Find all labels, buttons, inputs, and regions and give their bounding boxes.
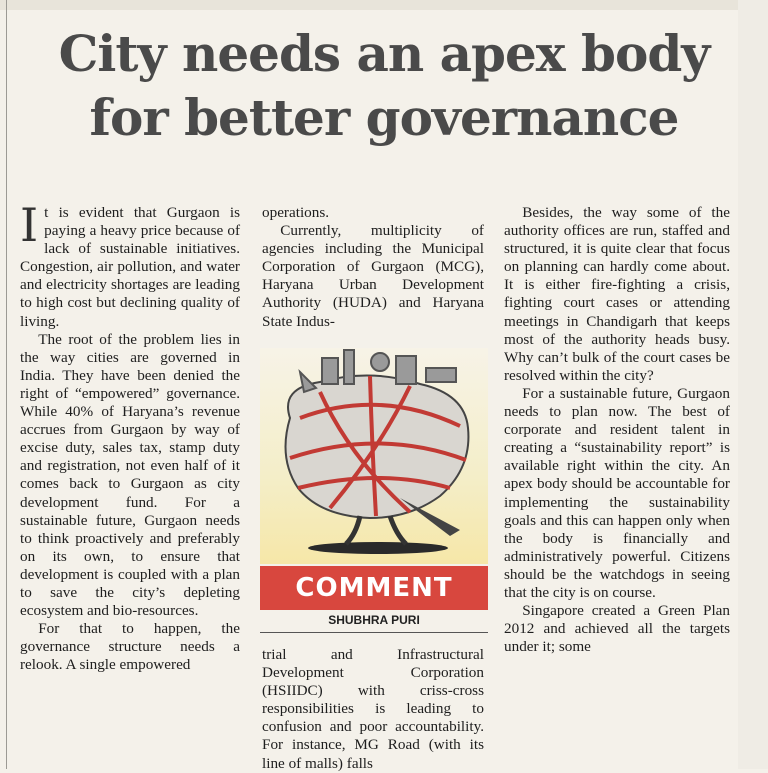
paragraph: Singapore created a Green Plan 2012 and achieved all the targets under it; some — [504, 602, 730, 656]
headline — [0, 22, 768, 150]
paragraph: For that to happen, the governance structure needs a relook. A single empowered — [20, 620, 240, 674]
cartoon-figure-carrying-tied-globe-icon — [260, 348, 488, 564]
paragraph: trial and Infrastructural Development Corporation (HSIIDC) with criss-cross responsibilities is leading to confusion and poor accountability. For instance, MG Road (with its line of malls) falls — [262, 646, 484, 772]
paragraph: For a sustainable future, Gurgaon needs to plan now. The best of corporate and resident talent in creating a “sustainability report” is available right within the city. An apex body should be accountable for implementing the sustainability goals and this can happen only when the body is financially and administratively powerful. Citizens should be the watchdogs in seeing that the city is on course. — [504, 384, 730, 601]
paragraph — [20, 198, 240, 331]
headline-line-1: City needs an apex body — [58, 24, 710, 83]
author-byline: SHUBHRA PURI — [328, 613, 420, 627]
paragraph: Currently, multiplicity of agencies including the Municipal Corporation of Gurgaon (MCG), Haryana Urban Development Authority (HUDA) and Haryana State Indus- — [262, 222, 484, 330]
article-column-3 — [504, 204, 730, 656]
headline-line-2: for better governance — [89, 88, 679, 147]
comment-banner: COMMENT — [260, 566, 488, 610]
comment-illustration — [260, 348, 488, 564]
article-column-1 — [20, 198, 240, 674]
paragraph: Besides, the way some of the authority offices are run, staffed and structured, it is quite clear that focus on planning can hardly come about. It is either fire-fighting a crisis, fighting court cases or attending meetings in Chandigarh that keeps most of the authority heads busy. Why can’t bulk of the court cases be resolved within the city? — [504, 204, 730, 384]
paragraph: operations. — [262, 204, 330, 221]
article-column-2-top — [262, 204, 484, 331]
paragraph-text: t is evident that Gurgaon is paying a heavy price because of lack of sustainable initiatives. Congestion, air pollution, and water and electricity shortages are leading to high cost but declining quality of living. — [20, 204, 240, 330]
drop-cap: I — [20, 198, 39, 252]
page-top-strip — [0, 0, 768, 10]
article-column-2-bottom — [262, 646, 484, 773]
paragraph: The root of the problem lies in the way cities are governed in India. They have been denied the right of “empowered” governance. While 40% of Haryana’s revenue accrues from Gurgaon by way of excise duty, sales tax, stamp duty and registration, not even half of it comes back to Gurgaon as city development fund. For a sustainable future, Gurgaon needs to think proactively and preferably on its own, to ensure that development is coupled with a plan to save the city’s depleting ecosystem and bio-resources. — [20, 330, 240, 620]
byline-divider — [260, 632, 488, 633]
